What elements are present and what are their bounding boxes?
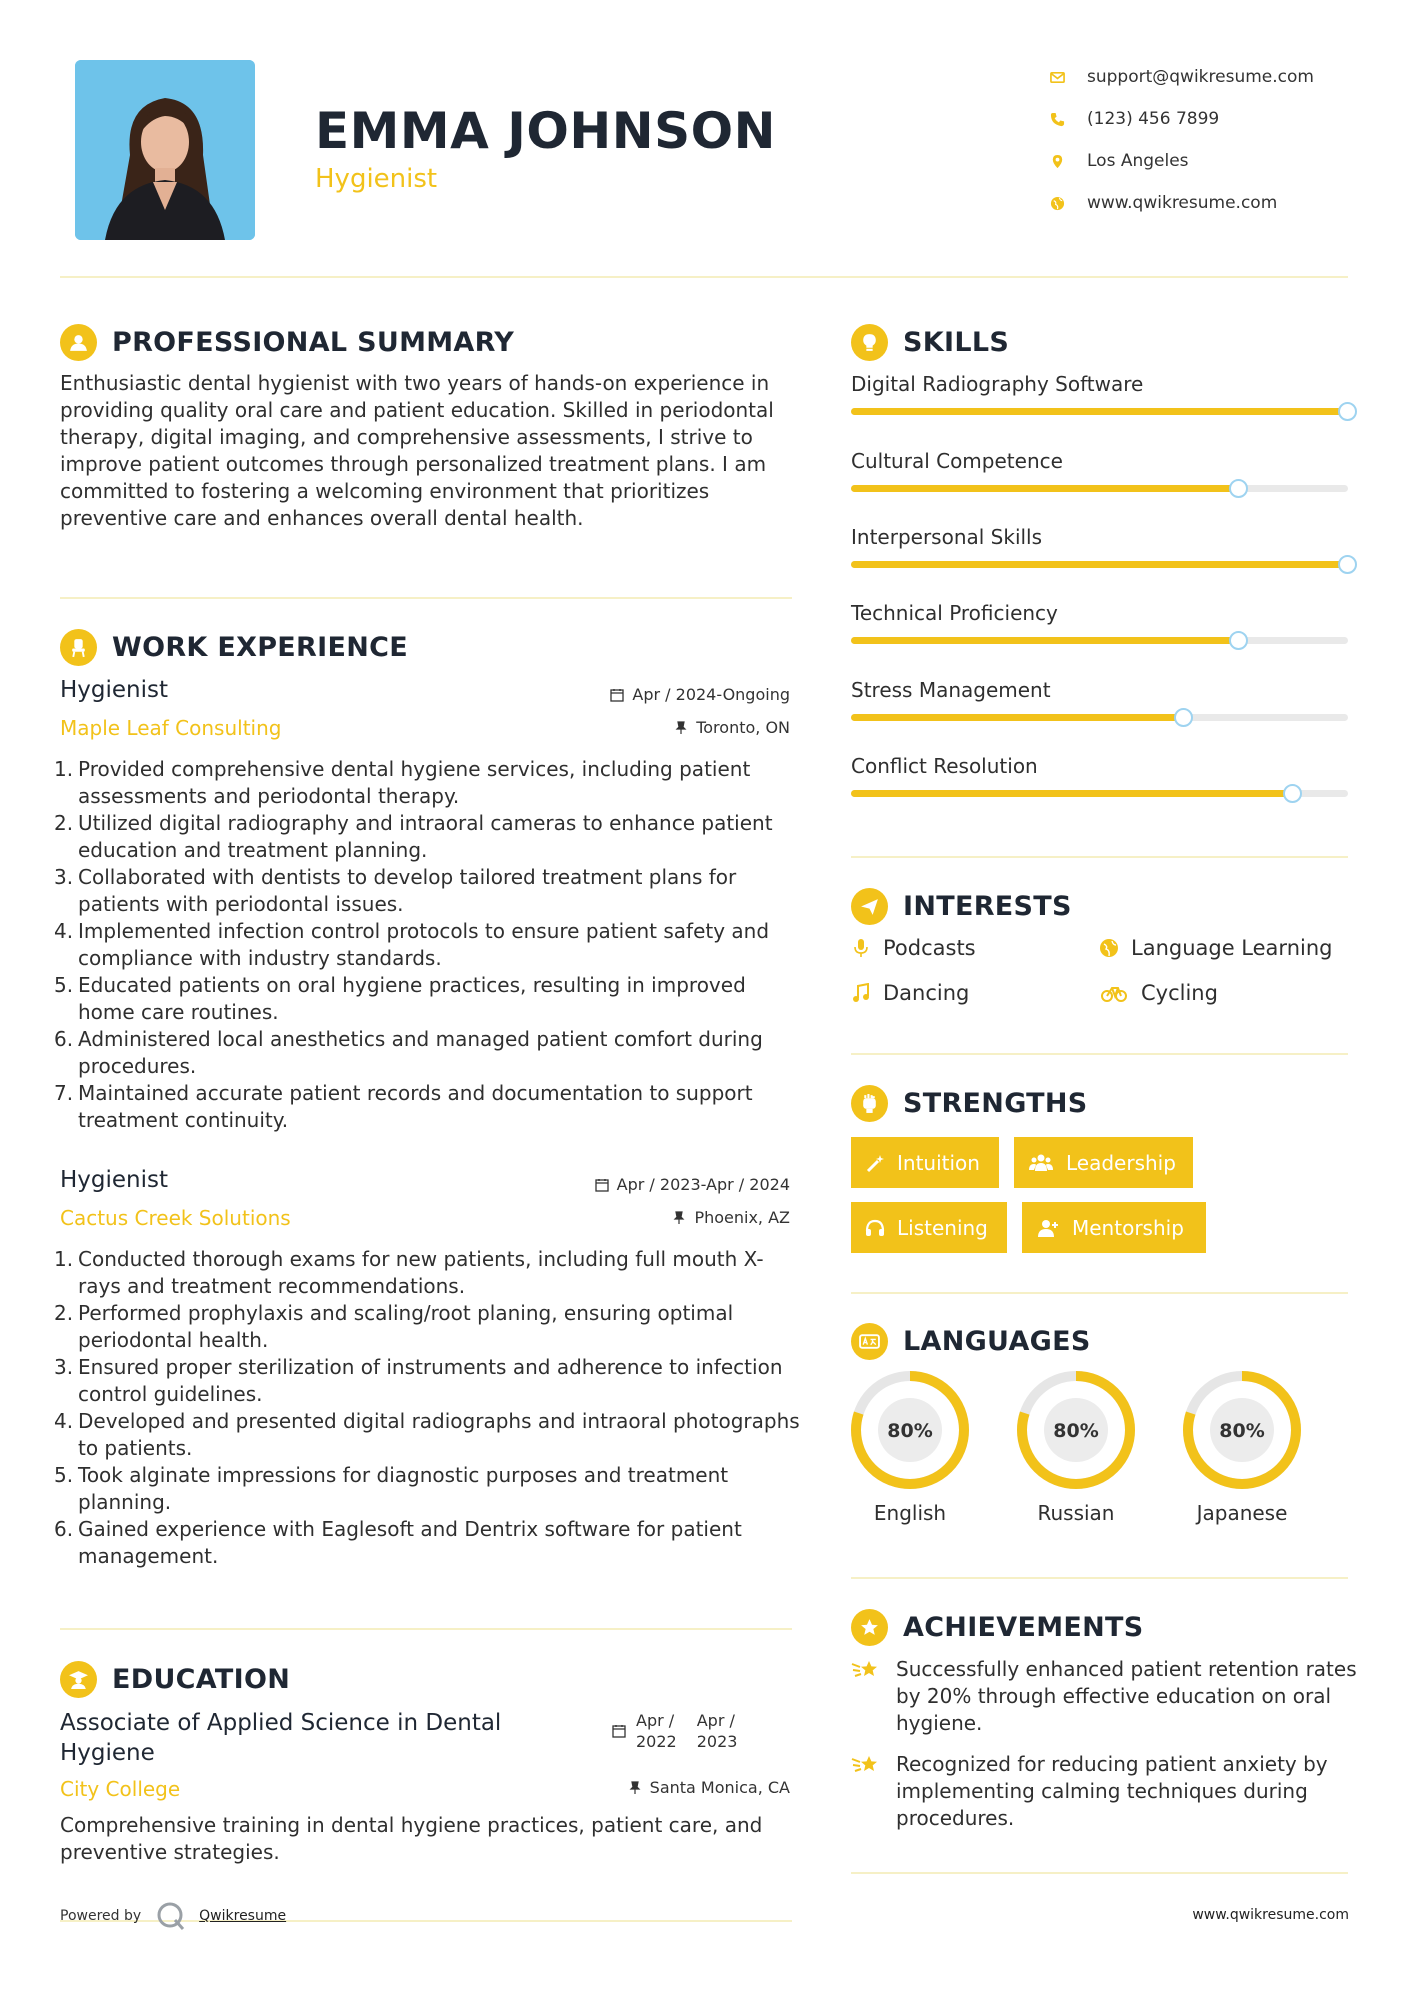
education-date-end	[697, 1710, 738, 1752]
skill-bar-fill	[851, 408, 1348, 415]
candidate-name: EMMA JOHNSON	[315, 102, 776, 160]
envelope-icon	[1050, 70, 1087, 85]
list-item: 1. Conducted thorough exams for new patients, including full mouth X-rays and treatment recommendations.	[54, 1247, 764, 1298]
strength-tag	[851, 1137, 999, 1188]
pushpin-icon	[672, 1211, 686, 1225]
brand-link[interactable]: Qwikresume	[199, 1908, 287, 1924]
interest-label: Cycling	[1141, 981, 1218, 1005]
strength-label: Listening	[897, 1215, 988, 1240]
users-icon	[1028, 1153, 1054, 1173]
interest-item	[851, 981, 969, 1005]
languages-title: LANGUAGES	[903, 1326, 1091, 1357]
education-date-start-1: Apr /	[636, 1711, 675, 1730]
skills-divider	[851, 856, 1348, 858]
contact-location-text: Los Angeles	[1087, 151, 1189, 171]
pushpin-icon	[628, 1781, 642, 1795]
strength-tag	[1014, 1137, 1193, 1188]
list-item-text: Conducted thorough exams for new patients, including full mouth X-rays and treatment recommendations.	[78, 1247, 764, 1298]
language-item	[1015, 1369, 1137, 1525]
list-item: 6. Administered local anesthetics and managed patient comfort during procedures.	[54, 1027, 763, 1078]
language-item	[1181, 1369, 1303, 1525]
language-percent: 80%	[887, 1420, 933, 1442]
job-2-company: Cactus Creek Solutions	[60, 1206, 291, 1230]
education-location-text: Santa Monica, CA	[649, 1778, 790, 1797]
user-plus-icon	[1036, 1218, 1060, 1238]
achievement-text: Successfully enhanced patient retention rates by 20% through effective education on oral hygiene.	[896, 1657, 1357, 1735]
skill-bar	[851, 714, 1348, 721]
strength-tag	[851, 1202, 1007, 1253]
skill-bar-knob	[1338, 555, 1357, 574]
achievement-text: Recognized for reducing patient anxiety by implementing calming techniques during procedures.	[896, 1752, 1328, 1830]
interest-item	[851, 936, 976, 960]
job-2-title: Hygienist	[60, 1167, 169, 1193]
job-1-duties	[54, 756, 802, 1134]
skill-item	[851, 525, 1348, 568]
shooting-star-icon	[851, 1658, 881, 1684]
skill-name: Interpersonal Skills	[851, 525, 1043, 549]
list-item-text: Collaborated with dentists to develop tailored treatment plans for patients with periodontal issues.	[78, 865, 737, 916]
candidate-role: Hygienist	[315, 164, 438, 194]
job-2-duties	[54, 1246, 802, 1570]
powered-by-label: Powered by	[60, 1908, 142, 1924]
education-degree-line-1: Associate of Applied Science in Dental	[60, 1710, 502, 1736]
languages-heading	[851, 1323, 1091, 1360]
music-note-icon	[851, 983, 871, 1003]
summary-divider	[60, 597, 792, 599]
skill-bar-knob	[1338, 402, 1357, 421]
list-item: 2. Utilized digital radiography and intraoral cameras to enhance patient education and treatment planning.	[54, 811, 773, 862]
skill-name: Technical Proficiency	[851, 601, 1058, 625]
achievements-title: ACHIEVEMENTS	[903, 1612, 1144, 1643]
education-description: Comprehensive training in dental hygiene practices, patient care, and preventive strategies.	[60, 1813, 763, 1864]
footer-powered-by	[60, 1900, 286, 1932]
job-2-date-text: Apr / 2023-Apr / 2024	[616, 1175, 790, 1194]
skill-bar	[851, 408, 1348, 415]
education-location	[500, 1778, 790, 1797]
list-item: 1. Provided comprehensive dental hygiene services, including patient assessments and periodontal therapy.	[54, 757, 751, 808]
contact-phone-text: (123) 456 7899	[1087, 109, 1220, 129]
strengths-title: STRENGTHS	[903, 1088, 1088, 1119]
language-name: Japanese	[1196, 1501, 1288, 1525]
education-date-start-2: 2022	[636, 1732, 677, 1751]
skills-heading	[851, 324, 1009, 361]
education-date	[612, 1710, 737, 1752]
strength-tag	[1022, 1202, 1206, 1253]
skill-item	[851, 678, 1348, 721]
globe-icon	[1099, 938, 1119, 958]
star-badge-icon	[851, 1609, 888, 1646]
skill-bar-fill	[851, 790, 1293, 797]
skill-item	[851, 754, 1348, 797]
interest-label: Dancing	[883, 981, 970, 1005]
pushpin-icon	[674, 721, 688, 735]
skill-bar	[851, 485, 1348, 492]
footer-url[interactable]: www.qwikresume.com	[1192, 1907, 1349, 1923]
list-item-text: Administered local anesthetics and managed patient comfort during procedures.	[78, 1027, 763, 1078]
languages-divider	[851, 1577, 1348, 1579]
contact-location	[1050, 140, 1370, 182]
contact-list	[1050, 56, 1370, 224]
skill-name: Cultural Competence	[851, 449, 1063, 473]
skill-bar	[851, 637, 1348, 644]
skill-bar-fill	[851, 714, 1184, 721]
calendar-icon	[610, 688, 624, 702]
calendar-icon	[595, 1178, 609, 1192]
list-item-text: Maintained accurate patient records and documentation to support treatment continuity.	[78, 1081, 753, 1132]
calendar-icon	[612, 1724, 626, 1738]
language-name: Russian	[1037, 1501, 1115, 1525]
shooting-star-icon	[851, 1753, 881, 1779]
education-degree	[60, 1708, 620, 1768]
skill-name: Stress Management	[851, 678, 1051, 702]
globe-icon	[1050, 196, 1087, 211]
education-degree-line-2: Hygiene	[60, 1740, 155, 1766]
skill-bar	[851, 790, 1348, 797]
language-percent: 80%	[1053, 1420, 1099, 1442]
list-item: 4. Implemented infection control protocols to ensure patient safety and compliance with industry standards.	[54, 919, 770, 970]
list-item: 3. Ensured proper sterilization of instruments and adherence to infection control guidelines.	[54, 1355, 783, 1406]
job-1-location	[500, 718, 790, 737]
strength-label: Leadership	[1066, 1150, 1176, 1175]
list-item-text: Ensured proper sterilization of instruments and adherence to infection control guidelines.	[78, 1355, 783, 1406]
contact-phone[interactable]	[1050, 98, 1370, 140]
list-item-text: Provided comprehensive dental hygiene services, including patient assessments and periodontal therapy.	[78, 757, 751, 808]
work-divider	[60, 1628, 792, 1630]
list-item-text: Utilized digital radiography and intraoral cameras to enhance patient education and treatment planning.	[78, 811, 773, 862]
language-percent: 80%	[1219, 1420, 1265, 1442]
language-ring	[1181, 1369, 1303, 1491]
language-ring	[1015, 1369, 1137, 1491]
list-item: 4. Developed and presented digital radiographs and intraoral photographs to patients.	[54, 1409, 800, 1460]
strengths-heading	[851, 1085, 1088, 1122]
list-item-text: Took alginate impressions for diagnostic purposes and treatment planning.	[78, 1463, 729, 1514]
achievements-heading	[851, 1609, 1144, 1646]
work-title: WORK EXPERIENCE	[112, 632, 408, 663]
phone-icon	[1050, 112, 1087, 127]
lightbulb-icon	[851, 324, 888, 361]
list-item: 5. Educated patients on oral hygiene practices, resulting in improved home care routines.	[54, 973, 746, 1024]
job-2-location-text: Phoenix, AZ	[694, 1208, 790, 1227]
job-2-date	[500, 1175, 790, 1194]
summary-text: Enthusiastic dental hygienist with two years of hands-on experience in providing quality oral care and patient education. Skilled in periodontal therapy, digital imaging, and comprehensive assessments, I strive to improve patient outcomes through personalized treatment plans. I am committed to fostering a welcoming environment that prioritizes preventive care and enhances overall dental health.	[60, 371, 774, 530]
list-item: 5. Took alginate impressions for diagnostic purposes and treatment planning.	[54, 1463, 729, 1514]
language-ring	[849, 1369, 971, 1491]
skill-bar	[851, 561, 1348, 568]
list-item-text: Gained experience with Eaglesoft and Dentrix software for patient management.	[78, 1517, 742, 1568]
work-heading	[60, 629, 408, 666]
job-1-date	[500, 685, 790, 704]
job-1-company: Maple Leaf Consulting	[60, 716, 282, 740]
education-title: EDUCATION	[112, 1664, 291, 1695]
list-item: 6. Gained experience with Eaglesoft and Dentrix software for patient management.	[54, 1517, 742, 1568]
job-1-date-text: Apr / 2024-Ongoing	[632, 685, 790, 704]
education-school: City College	[60, 1777, 181, 1801]
raised-fist-icon	[851, 1085, 888, 1122]
skill-bar-fill	[851, 561, 1348, 568]
list-item-text: Developed and presented digital radiographs and intraoral photographs to patients.	[78, 1409, 800, 1460]
qwikresume-logo-icon	[155, 1900, 187, 1932]
job-2-location	[500, 1208, 790, 1227]
language-item	[849, 1369, 971, 1525]
header-divider	[60, 276, 1348, 278]
list-item: 3. Collaborated with dentists to develop tailored treatment plans for patients with periodontal issues.	[54, 865, 737, 916]
skill-bar-knob	[1174, 708, 1193, 727]
summary-title: PROFESSIONAL SUMMARY	[112, 327, 515, 358]
contact-website-text: www.qwikresume.com	[1087, 193, 1278, 213]
skills-title: SKILLS	[903, 327, 1010, 358]
job-1-title: Hygienist	[60, 677, 169, 703]
contact-website[interactable]	[1050, 182, 1370, 224]
summary-heading	[60, 324, 514, 361]
strengths-divider	[851, 1292, 1348, 1294]
skill-bar-knob	[1229, 479, 1248, 498]
achievements-divider	[851, 1872, 1348, 1874]
skill-item	[851, 372, 1348, 415]
list-item-text: Implemented infection control protocols to ensure patient safety and compliance with industry standards.	[78, 919, 770, 970]
magic-wand-icon	[865, 1153, 885, 1173]
education-date-start	[636, 1710, 677, 1752]
contact-email-text: support@qwikresume.com	[1087, 67, 1314, 87]
interest-item	[1099, 936, 1332, 960]
achievement-item	[851, 1751, 1361, 1832]
skill-name: Conflict Resolution	[851, 754, 1038, 778]
skill-item	[851, 449, 1348, 492]
interest-label: Language Learning	[1131, 936, 1333, 960]
list-item-text: Performed prophylaxis and scaling/root planing, ensuring optimal periodontal health.	[78, 1301, 734, 1352]
language-name: English	[873, 1501, 947, 1525]
interests-title: INTERESTS	[903, 891, 1072, 922]
skill-item	[851, 601, 1348, 644]
education-date-end-1: Apr /	[696, 1711, 735, 1730]
microphone-icon	[851, 938, 871, 958]
user-icon	[60, 324, 97, 361]
interest-item	[1099, 981, 1218, 1005]
graduate-icon	[60, 1661, 97, 1698]
contact-email[interactable]	[1050, 56, 1370, 98]
portrait-image	[75, 60, 255, 240]
skill-bar-knob	[1283, 784, 1302, 803]
paper-plane-icon	[851, 888, 888, 925]
headphones-icon	[865, 1218, 885, 1238]
education-heading	[60, 1661, 290, 1698]
achievement-item	[851, 1656, 1361, 1737]
skill-name: Digital Radiography Software	[851, 372, 1144, 396]
skill-bar-fill	[851, 637, 1239, 644]
language-card-icon	[851, 1323, 888, 1360]
chair-icon	[60, 629, 97, 666]
list-item-text: Educated patients on oral hygiene practices, resulting in improved home care routines.	[78, 973, 746, 1024]
list-item: 2. Performed prophylaxis and scaling/root planing, ensuring optimal periodontal health.	[54, 1301, 734, 1352]
interest-label: Podcasts	[883, 936, 976, 960]
location-pin-icon	[1050, 154, 1087, 169]
strength-label: Intuition	[897, 1150, 980, 1175]
education-date-end-2: 2023	[696, 1732, 738, 1751]
strength-label: Mentorship	[1072, 1215, 1184, 1240]
profile-photo	[75, 60, 255, 240]
skill-bar-fill	[851, 485, 1239, 492]
bicycle-icon	[1099, 983, 1129, 1003]
interests-divider	[851, 1053, 1348, 1055]
interests-heading	[851, 888, 1072, 925]
list-item: 7. Maintained accurate patient records and documentation to support treatment continuity.	[54, 1081, 753, 1132]
job-1-location-text: Toronto, ON	[696, 718, 790, 737]
skill-bar-knob	[1229, 631, 1248, 650]
